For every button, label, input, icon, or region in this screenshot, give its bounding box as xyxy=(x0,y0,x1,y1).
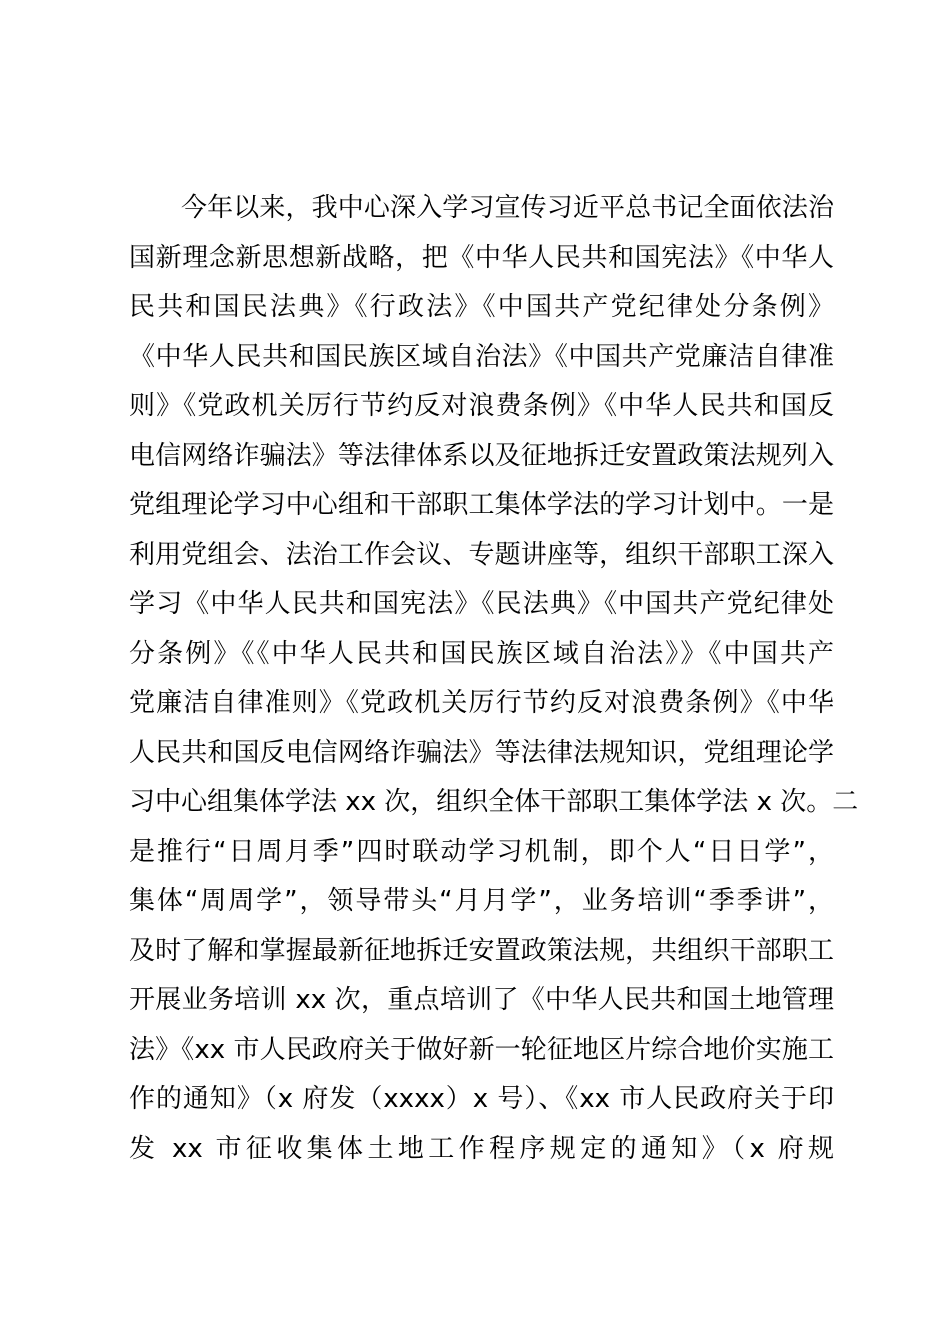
paragraph-line: 则》《党政机关厉行节约反对浪费条例》《中华人民共和国反 xyxy=(129,391,834,421)
paragraph-line: 党廉洁自律准则》《党政机关厉行节约反对浪费条例》《中华 xyxy=(129,688,834,718)
paragraph-line: 人民共和国反电信网络诈骗法》等法律法规知识，党组理论学 xyxy=(129,737,834,768)
paragraph-line: 利用党组会、法治工作会议、专题讲座等，组织干部职工深入 xyxy=(129,539,834,570)
paragraph-line: 及时了解和掌握最新征地拆迁安置政策法规，共组织干部职工 xyxy=(129,935,834,966)
paragraph-line: 作的通知》（x 府发（xxxx）x 号）、《xx 市人民政府关于印 xyxy=(129,1084,834,1114)
paragraph-line: 发 xx 市征收集体土地工作程序规定的通知》（x 府规 xyxy=(129,1133,834,1164)
paragraph-line: 是推行“日周月季”四时联动学习机制，即个人“日日学”， xyxy=(129,836,834,867)
paragraph-line: 国新理念新思想新战略，把《中华人民共和国宪法》《中华人 xyxy=(129,242,834,273)
paragraph-line: 集体“周周学”，领导带头“月月学”，业务培训“季季讲”， xyxy=(129,886,834,916)
body-paragraph xyxy=(129,184,859,1174)
paragraph-line: 电信网络诈骗法》等法律体系以及征地拆迁安置政策法规列入 xyxy=(129,440,834,471)
paragraph-line: 《中华人民共和国民族区域自治法》《中国共产党廉洁自律准 xyxy=(129,341,834,372)
paragraph-line: 民共和国民法典》《行政法》《中国共产党纪律处分条例》 xyxy=(129,292,834,322)
paragraph-line: 今年以来，我中心深入学习宣传习近平总书记全面依法治 xyxy=(181,193,834,223)
paragraph-line: 学习《中华人民共和国宪法》《民法典》《中国共产党纪律处 xyxy=(129,589,834,619)
paragraph-line: 党组理论学习中心组和干部职工集体学法的学习计划中。一是 xyxy=(129,490,834,520)
paragraph-line: 法》《xx 市人民政府关于做好新一轮征地区片综合地价实施工 xyxy=(129,1034,834,1065)
paragraph-line: 分条例》《《中华人民共和国民族区域自治法》》《中国共产 xyxy=(129,638,834,669)
paragraph-line: 习中心组集体学法 xx 次，组织全体干部职工集体学法 x 次。二 xyxy=(129,787,859,817)
paragraph-line: 开展业务培训 xx 次，重点培训了《中华人民共和国土地管理 xyxy=(129,985,834,1015)
